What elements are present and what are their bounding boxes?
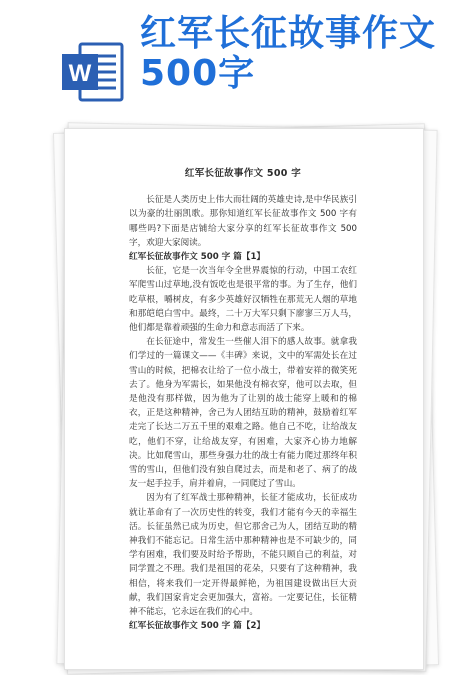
document-title: 红军长征故事作文 500 字 xyxy=(184,168,302,179)
banner xyxy=(0,0,474,120)
document-preview xyxy=(54,122,434,670)
word-logo-letter: W xyxy=(68,60,92,87)
section-heading: 红军长征故事作文 500 字 篇【2】 xyxy=(129,621,266,632)
section-heading: 红军长征故事作文 500 字 篇【1】 xyxy=(129,252,266,263)
banner-title-line-1: 红军长征故事作文 xyxy=(140,13,437,54)
document-body xyxy=(129,167,357,634)
body-paragraph: 在长征途中，常发生一些催人泪下的感人故事。就拿我们学过的一篇课文——《丰碑》来说，文中的军需处长在过雪山的时候，把棉衣让给了一位小战士，带着安祥的微笑死去了。他身为军需长，如果他没有棉衣穿，他可以去取，但是他没有那样做，因为他为了让别的战士能穿上暖和的棉衣，正是这种精神，舍己为人团结互助的精神，鼓励着红军走完了长达二万五千里的艰难之路。他自己不吃，让给战友吃，他们不穿，让给战友穿，有困难，大家齐心协力地解决。比如爬雪山，那些身强力壮的战士有能力爬过那终年积雪的雪山，但他们没有独自爬过去，而是和老了、病了的战友一起手拉手，肩并着肩，一同爬过了雪山。 xyxy=(129,337,357,490)
word-document-icon xyxy=(62,40,124,104)
body-paragraph: 因为有了红军战士那种精神，长征才能成功，长征成功就让革命有了一次历史性的转变，我们才能有今天的幸福生活。长征虽然已成为历史，但它那舍己为人，团结互助的精神我们不能忘记。日常生活中那种精神也是不可缺少的，同学有困难，我们要及时给予帮助，不能只顾自己的利益，对同学置之不理。我们是祖国的花朵，只要有了这种精神，我相信，将来我们一定开得最鲜艳，为祖国建设做出巨大贡献，我们国家肯定会更加强大，富裕。一定要记住，长征精神不能忘，它永远在我们的心中。 xyxy=(129,493,357,618)
banner-title-line-2: 500字 xyxy=(140,53,256,94)
document-page xyxy=(64,128,424,670)
body-paragraph: 长征，它是一次当年令全世界震惊的行动，中国工农红军爬雪山过草地,没有饭吃也是很平常的事。为了生存，他们吃草根，嚼树皮，有多少英雄好汉牺牲在那荒无人烟的草地和那皑皑白雪中。最终，二十万大军只剩下廖寥三万人马，他们都是靠着顽强的生命力和意志而活了下来。 xyxy=(129,266,357,334)
intro-paragraph: 长征是人类历史上伟大而壮阔的英雄史诗,是中华民族引以为豪的壮丽凯歌。那你知道红军长征故事作文 500 字有哪些吗?下面是店铺给大家分享的红军长征故事作文 500 字，欢迎大家阅读。 xyxy=(129,195,357,248)
banner-title xyxy=(140,14,470,94)
